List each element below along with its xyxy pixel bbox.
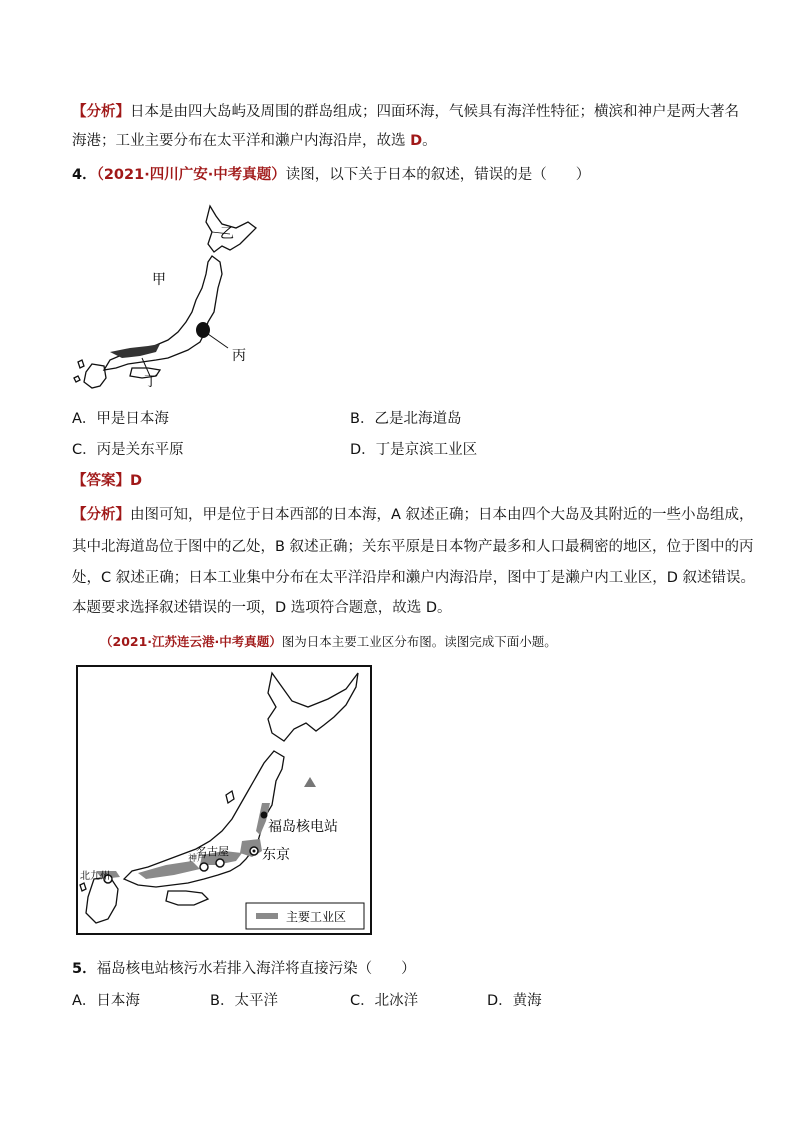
option-c[interactable] <box>72 439 184 461</box>
analysis-text: 日本是由四大岛屿及周围的群岛组成；四面环海，气候具有海洋性特征；横滨和神户是两大著名 <box>130 104 739 120</box>
option-letter: C． <box>72 442 97 458</box>
option-text: 日本海 <box>96 993 140 1009</box>
map-label-jia: 甲 <box>152 272 166 288</box>
analysis-text: 由图可知，甲是位于日本西部的日本海，A 叙述正确；日本由四个大岛及其附近的一些小岛组成， <box>130 507 754 523</box>
answer-letter: D <box>410 133 423 149</box>
group-stem <box>100 631 557 653</box>
option-letter: D． <box>350 442 376 458</box>
q5-option-c[interactable] <box>350 990 418 1012</box>
analysis-4-line-4 <box>72 597 452 619</box>
question-number: 5． <box>72 961 97 977</box>
option-text: 丙是关东平原 <box>96 442 184 458</box>
option-letter: A． <box>72 993 97 1009</box>
question-stem: 图为日本主要工业区分布图。读图完成下面小题。 <box>281 634 557 649</box>
analysis-text: 本题要求选择叙述错误的一项，D 选项符合题意，故选 D。 <box>72 600 452 616</box>
question-source: （2021·江苏连云港·中考真题） <box>100 634 282 649</box>
question-source: （2021·四川广安·中考真题） <box>96 167 286 183</box>
option-text: 乙是北海道岛 <box>374 411 462 427</box>
option-text: 太平洋 <box>234 993 278 1009</box>
analysis-tag: 【分析】 <box>72 104 130 120</box>
option-letter: B． <box>350 411 375 427</box>
option-a[interactable] <box>72 408 169 430</box>
analysis-4-line-2 <box>72 536 754 558</box>
analysis-4-line-3 <box>72 567 755 589</box>
legend-label: 主要工业区 <box>286 910 347 924</box>
analysis-4-line-1 <box>72 504 754 526</box>
analysis-tag: 【分析】 <box>72 507 130 523</box>
question-stem: 读图，以下关于日本的叙述，错误的是（ ） <box>285 167 591 183</box>
analysis-text: 。 <box>422 133 437 149</box>
option-b[interactable] <box>350 408 461 430</box>
q5-option-b[interactable] <box>210 990 278 1012</box>
japan-map-q4 <box>70 200 260 390</box>
option-text: 丁是京滨工业区 <box>375 442 478 458</box>
map-label-ding: 丁 <box>144 374 158 390</box>
analysis-text: 其中北海道岛位于图中的乙处，B 叙述正确；关东平原是日本物产最多和人口最稠密的地区，位于图中的丙 <box>72 539 754 555</box>
map-legend <box>246 903 364 929</box>
map-label-tokyo: 东京 <box>262 847 290 863</box>
option-d[interactable] <box>350 439 477 461</box>
japan-industrial-map <box>76 665 372 935</box>
question-number: 4． <box>72 167 97 183</box>
q5-option-a[interactable] <box>72 990 140 1012</box>
answer-tag: 【答案】 <box>72 473 130 489</box>
question-stem: 福岛核电站核污水若排入海洋将直接污染（ ） <box>96 961 416 977</box>
option-text: 北冰洋 <box>374 993 419 1009</box>
option-letter: B． <box>210 993 235 1009</box>
option-letter: C． <box>350 993 375 1009</box>
map-label-fukushima: 福岛核电站 <box>268 819 338 835</box>
question-4 <box>72 164 590 186</box>
map-label-nagoya: 名古屋 <box>196 845 229 858</box>
question-5 <box>72 958 416 980</box>
option-letter: D． <box>487 993 513 1009</box>
answer-value: D <box>130 473 143 489</box>
answer-line <box>72 470 142 492</box>
option-text: 黄海 <box>512 993 542 1009</box>
map-label-yi: 乙 <box>220 226 234 242</box>
analysis-3-line-1 <box>72 101 739 123</box>
map-label-kitakyushu: 北九州 <box>80 871 110 882</box>
q5-option-d[interactable] <box>487 990 542 1012</box>
option-text: 甲是日本海 <box>96 411 169 427</box>
option-letter: A． <box>72 411 97 427</box>
analysis-text: 海港；工业主要分布在太平洋和濑户内海沿岸，故选 <box>72 133 411 149</box>
map-label-bing: 丙 <box>232 348 246 364</box>
analysis-text: 处，C 叙述正确；日本工业集中分布在太平洋沿岸和濑户内海沿岸，图中丁是濑户内工业区，D 叙述错误。 <box>72 570 756 586</box>
analysis-3-line-2 <box>72 130 437 152</box>
map-label-kobe: 神户 <box>188 854 207 864</box>
